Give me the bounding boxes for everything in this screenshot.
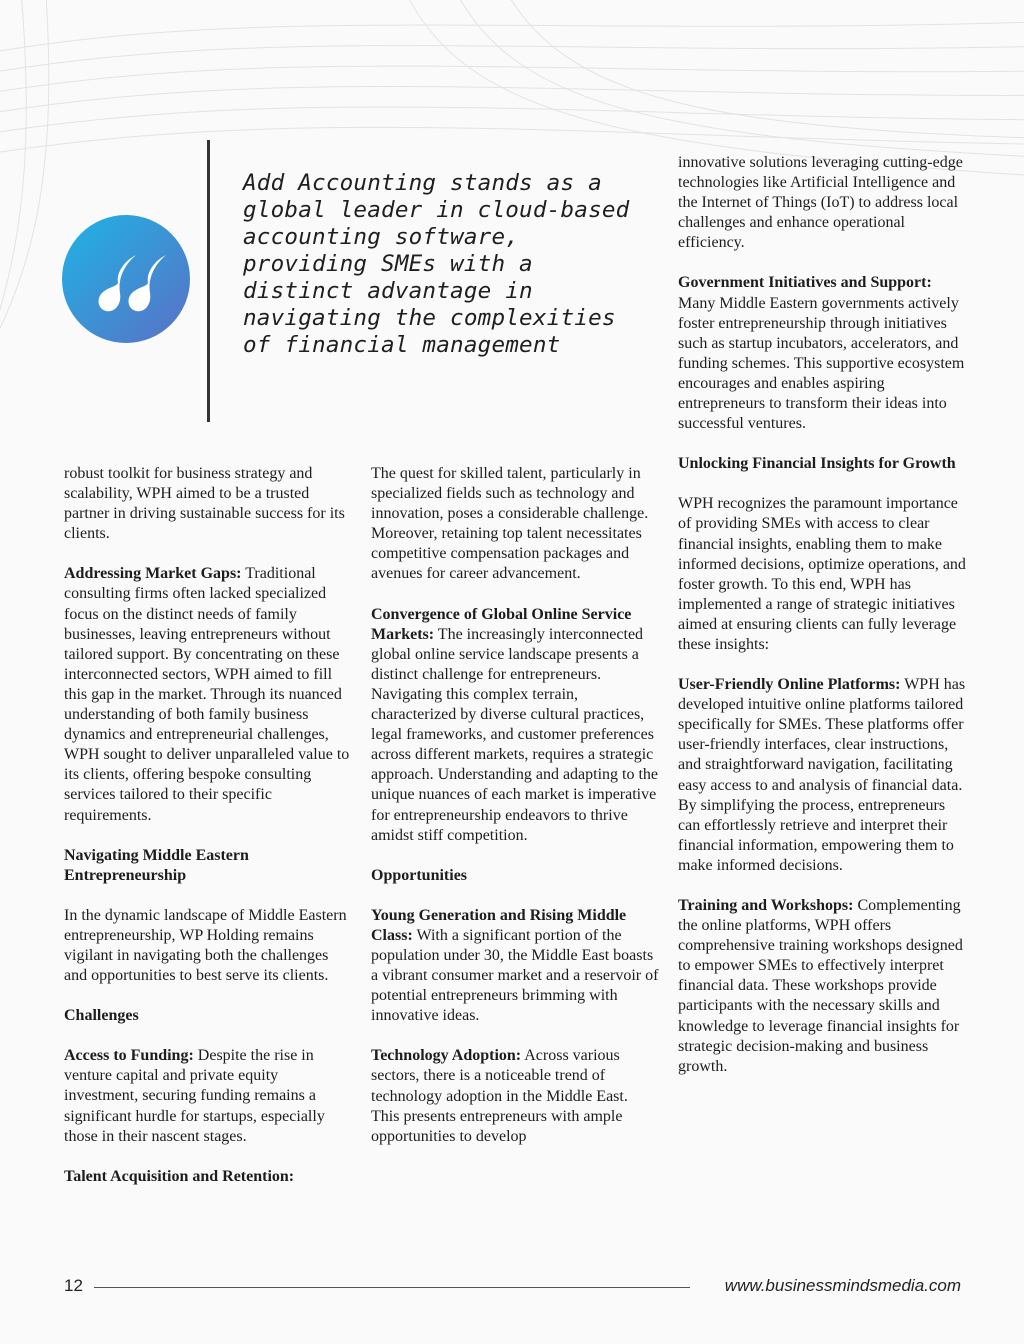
website-url: www.businessmindsmedia.com — [724, 1276, 961, 1295]
paragraph-heading: User-Friendly Online Platforms: — [678, 676, 901, 694]
paragraph: innovative solutions leveraging cutting-edge technologies like Artificial Intelligence and the Internet of Things (IoT) to address local challenges and enhance operational efficiency. — [678, 154, 963, 252]
paragraph: Young Generation and Rising Middle Class: With a significant portion of the population under 30, the Middle East boasts a vibrant consumer market and a reservoir of potential entrepreneurs brimming with innovative ideas. — [371, 906, 659, 1025]
paragraph: Addressing Market Gaps: Traditional consulting firms often lacked specialized focus on the distinct needs of family businesses, leaving entrepreneurs without tailored support. By concentrating on these interconnected sectors, WPH aimed to fill this gap in the market. Through its nuanced understanding of both family business dynamics and entrepreneurial challenges, WPH sought to deliver unparalleled value to its clients, offering bespoke consulting services tailored to their specific requirements. — [64, 565, 350, 824]
quote-divider — [207, 140, 210, 422]
page-number: 12 — [64, 1276, 83, 1295]
paragraph-heading: Technology Adoption: — [371, 1047, 522, 1065]
paragraph: Convergence of Global Online Service Markets: The increasingly interconnected global online service landscape presents a distinct challenge for entrepreneurs. Navigating this complex terrain, characterized by diverse cultural practices, legal frameworks, and customer preferences across different markets, requires a strategic approach. Understanding and adapting to the unique nuances of each market is imperative for entrepreneurship endeavors to thrive amidst stiff competition. — [371, 605, 659, 844]
article-column-2 — [371, 464, 659, 1147]
paragraph: WPH recognizes the paramount importance of providing SMEs with access to clear financial insights, enabling them to make informed decisions, optimize operations, and foster growth. To this end, WPH has implemented a range of strategic initiatives aimed at ensuring clients can fully leverage these insights: — [678, 495, 966, 653]
paragraph-heading: Government Initiatives and Support: — [678, 274, 932, 292]
section-heading: Unlocking Financial Insights for Growth — [678, 455, 956, 473]
paragraph: Access to Funding: Despite the rise in venture capital and private equity investment, securing funding remains a significant hurdle for startups, especially those in their nascent stages. — [64, 1047, 325, 1145]
section-heading: Talent Acquisition and Retention: — [64, 1167, 295, 1185]
paragraph: robust toolkit for business strategy and scalability, WPH aimed to be a trusted partner in driving sustainable success for its clients. — [64, 465, 345, 543]
quote-badge — [62, 215, 190, 343]
article-column-3 — [678, 153, 968, 1077]
footer-rule — [94, 1287, 690, 1288]
paragraph: Government Initiatives and Support: Many Middle Eastern governments actively foster entrepreneurship through initiatives such as startup incubators, accelerators, and funding schemes. This supportive ecosystem encourages and enables aspiring entrepreneurs to transform their ideas into successful ventures. — [678, 274, 965, 433]
section-heading: Challenges — [64, 1007, 139, 1025]
paragraph: In the dynamic landscape of Middle Eastern entrepreneurship, WP Holding remains vigilant in navigating both the challenges and opportunities to best serve its clients. — [64, 906, 347, 985]
paragraph-heading: Addressing Market Gaps: — [64, 565, 242, 583]
paragraph-heading: Training and Workshops: — [678, 897, 854, 914]
paragraph: User-Friendly Online Platforms: WPH has developed intuitive online platforms tailored specifically for SMEs. These platforms offer user-friendly interfaces, clear instructions, and straightforward navigation, facilitating easy access to and analysis of financial data. By simplifying the process, entrepreneurs can effortlessly retrieve and interpret their financial information, empowering them to make informed decisions. — [678, 676, 966, 874]
left-double-quote-icon — [62, 215, 190, 343]
paragraph: Training and Workshops: Complementing the online platforms, WPH offers comprehensive training workshops designed to empower SMEs to effectively interpret financial data. These workshops provide participants with the necessary skills and knowledge to leverage financial insights for strategic decision-making and business growth. — [678, 897, 963, 1075]
paragraph-heading: Access to Funding: — [64, 1047, 194, 1065]
pull-quote: Add Accounting stands as a global leader in cloud-based accounting software, providing SMEs with a distinct advantage in navigating the complexities of financial management — [243, 170, 630, 358]
section-heading: Navigating Middle Eastern Entrepreneurship — [64, 846, 249, 884]
paragraph: Technology Adoption: Across various sectors, there is a noticeable trend of technology adoption in the Middle East. This presents entrepreneurs with ample opportunities to develop — [371, 1047, 628, 1145]
paragraph: The quest for skilled talent, particularly in specialized fields such as technology and innovation, poses a considerable challenge. Moreover, retaining top talent necessitates competitive compensation packages and avenues for career advancement. — [371, 465, 649, 583]
paragraph-heading: Convergence of Global Online Service Markets: — [371, 605, 632, 643]
article-column-1 — [64, 464, 352, 1187]
section-heading: Opportunities — [371, 866, 468, 884]
paragraph-heading: Young Generation and Rising Middle Class: — [371, 906, 627, 944]
